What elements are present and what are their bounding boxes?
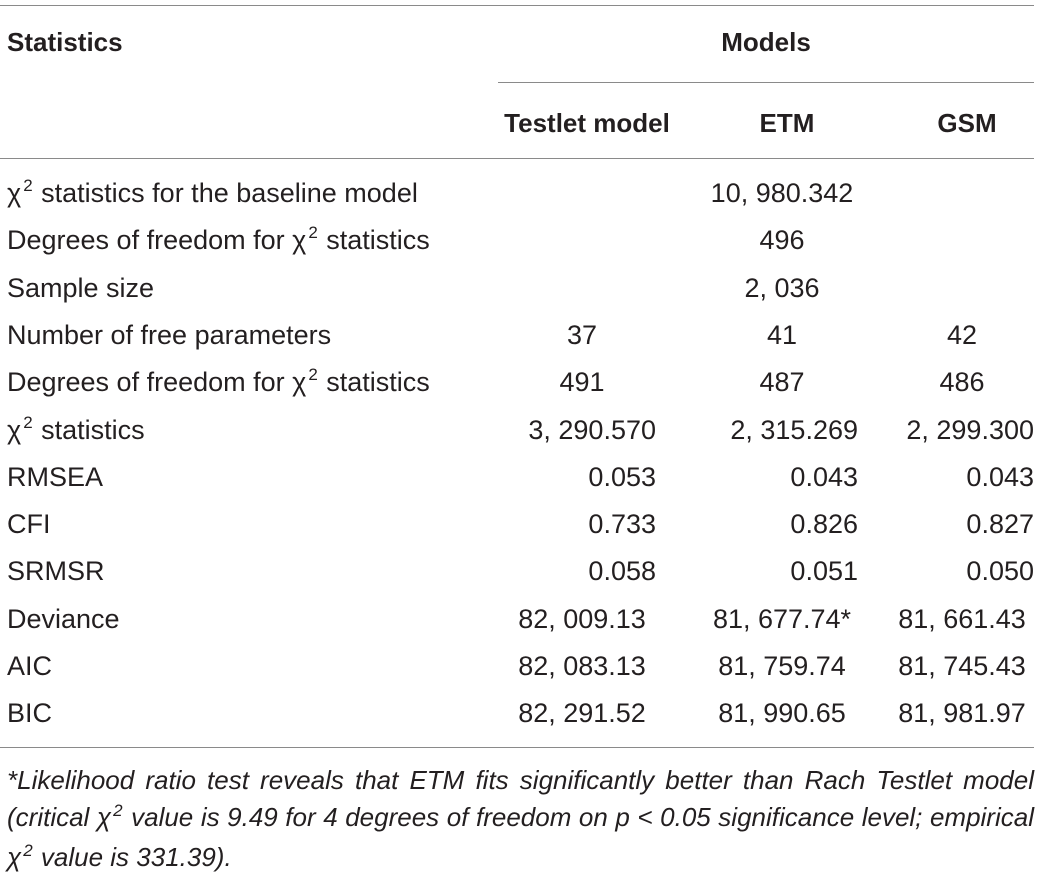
row-label [7, 224, 430, 260]
table-footnote [7, 762, 1034, 879]
header-testlet-model: Testlet model [504, 108, 670, 138]
header-models: Models [721, 27, 811, 57]
row-label [7, 414, 145, 450]
table-cell: 82, 291.52 [518, 698, 646, 729]
header-gsm: GSM [937, 108, 997, 138]
row-label-text: Sample size [7, 272, 155, 303]
table-cell-shared: 2, 036 [744, 272, 820, 303]
table-cell: 0.043 [966, 461, 1034, 492]
table-cell: 0.058 [588, 556, 656, 587]
footnote-text-3: value is 331.39). [33, 842, 232, 872]
row-label-text: RMSEA [7, 461, 104, 492]
row-label-superscript: 2 [308, 223, 318, 243]
row-label-text: CFI [7, 509, 51, 540]
row-label [7, 319, 331, 351]
row-label [7, 272, 154, 304]
row-label-superscript: 2 [23, 412, 33, 432]
header-statistics: Statistics [7, 27, 123, 57]
table-cell: 486 [939, 367, 985, 398]
table-cell: 81, 661.43 [898, 603, 1026, 634]
row-label-superscript: 2 [308, 365, 318, 385]
footnote-text-2: value is 9.49 for 4 degrees of freedom on p < 0.05 significance level; empirical χ [7, 802, 1034, 872]
table-cell: 81, 981.97 [898, 698, 1026, 729]
table-cell: 0.827 [966, 509, 1034, 540]
table-cell: 0.826 [790, 509, 858, 540]
row-label-text: Deviance [7, 603, 120, 634]
table-cell: 81, 745.43 [898, 651, 1026, 681]
table-cell: 42 [946, 319, 978, 350]
row-label-suffix: statistics [33, 414, 145, 445]
row-label-text: χ [7, 414, 22, 445]
row-label [7, 603, 120, 635]
header-etm: ETM [759, 108, 815, 138]
row-label-text: AIC [7, 651, 53, 681]
row-label [7, 555, 105, 587]
table-cell: 0.053 [588, 461, 656, 492]
models-rule [498, 82, 1034, 83]
table-cell: 0.733 [588, 509, 656, 540]
row-label-suffix: statistics for the baseline model [33, 178, 418, 208]
row-label-text: χ [7, 178, 22, 208]
row-label-suffix: statistics [318, 225, 430, 256]
footnote-superscript-1: 2 [113, 801, 123, 820]
row-label-suffix: statistics [318, 367, 430, 398]
row-label [7, 177, 418, 213]
row-label-text: Number of free parameters [7, 319, 332, 350]
table-cell: 0.043 [790, 461, 858, 492]
table-cell: 81, 677.74* [712, 603, 852, 634]
top-rule [0, 5, 1034, 6]
row-label-text: Degrees of freedom for χ [7, 367, 307, 398]
table-cell: 2, 315.269 [730, 414, 858, 445]
row-label-text: SRMSR [7, 556, 105, 587]
footnote-superscript-2: 2 [23, 841, 33, 860]
header-bottom-rule [0, 158, 1034, 159]
bottom-rule [0, 747, 1034, 748]
table-cell-shared: 10, 980.342 [710, 178, 854, 208]
row-label [7, 461, 103, 493]
table-cell: 82, 083.13 [518, 651, 646, 681]
table-cell: 0.050 [966, 556, 1034, 587]
row-label [7, 508, 51, 540]
table-cell: 0.051 [790, 556, 858, 587]
table-cell: 3, 290.570 [528, 414, 656, 445]
table-cell: 41 [766, 319, 798, 350]
footnote-text-1: *Likelihood ratio test reveals that ETM fits significantly better than Rach Testlet model (critical χ [7, 765, 1034, 832]
row-label [7, 650, 52, 682]
row-label [7, 366, 430, 402]
row-label-superscript: 2 [23, 176, 33, 195]
table-cell: 82, 009.13 [518, 603, 646, 634]
table-cell: 491 [559, 367, 605, 398]
table-cell: 487 [759, 367, 805, 398]
row-label-text: BIC [7, 698, 53, 729]
table-cell: 37 [566, 319, 598, 350]
table-cell-shared: 496 [759, 225, 805, 256]
row-label-text: Degrees of freedom for χ [7, 225, 307, 256]
table-cell: 81, 759.74 [718, 651, 846, 681]
row-label [7, 697, 52, 729]
table-cell: 2, 299.300 [906, 414, 1034, 445]
table-cell: 81, 990.65 [718, 698, 846, 729]
